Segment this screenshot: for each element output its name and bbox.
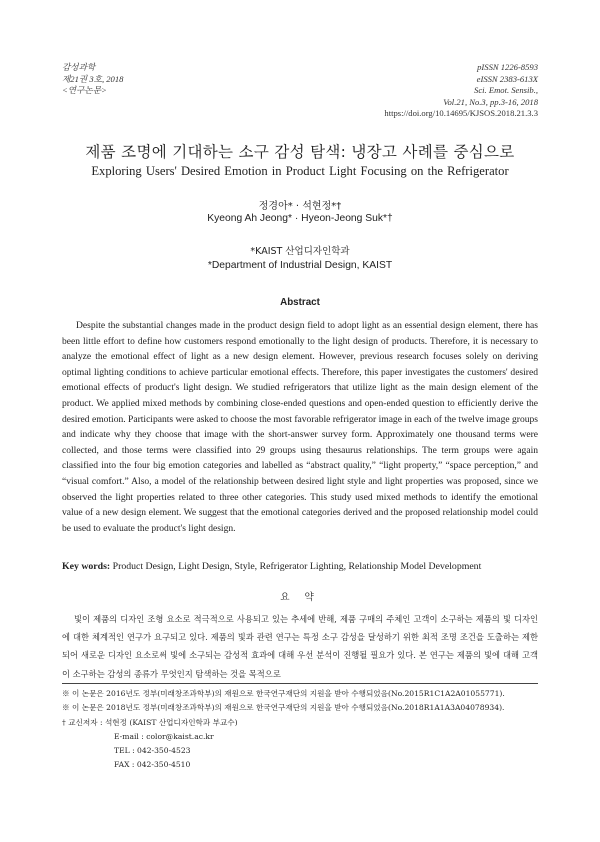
journal-volume-en: Vol.21, No.3, pp.3-16, 2018 bbox=[443, 96, 538, 107]
affiliation-english: *Department of Industrial Design, KAIST bbox=[207, 260, 393, 271]
authors-english: Kyeong Ah Jeong* · Hyeon-Jeong Suk*† bbox=[207, 213, 393, 224]
funding-note-2: ※ 이 논문은 2018년도 정부(미래창조과학부)의 재원으로 한국연구재단의 지원을 받아 수행되었음(No.2018R1A1A3A04078934). bbox=[62, 703, 505, 713]
abstract-text: Despite the substantial changes made in the product design field to adopt light as an essential design element, there has been little effort to define how customers respond emotionally to the light design of products. Therefore, it is necessary to analyze the emotional effect of light as a new design element. However, previous research focuses solely on deriving optimal lighting conditions to achieve particular emotional effects. Therefore, this paper investigates the customers' desired emotional effects of product's light design. We studied refrigerators that utilize light as the main design element of the product. We applied mixed methods by combining close-ended questions and open-ended question to efficiently derive the desired emotion. Participants were asked to choose the most favorable refrigerator image in each of the twelve image groups and indicate why they choose that image with the short-answer survey form. Approximately one thousand terms were collected, and those terms were classified into 29 groups using thesaurus relationships. The term groups were again classified into the four big emotion categories and labelled as “abstract quality,” “light property,” “space perception,” and “visual comfort.” Also, a model of the relationship between desired light style and light properties was proposed, since we observed the light properties related to three other categories. This study used mixed methods to identify the emotional value of a new design element. We suggest that the emotional categories derived and the proposed relationship model could be used to evaluate the product's light design. bbox=[62, 320, 538, 534]
journal-name-ko: 감성과학 bbox=[62, 62, 96, 72]
journal-name-en: Sci. Emot. Sensib., bbox=[474, 85, 538, 95]
footnotes bbox=[62, 687, 505, 773]
summary-text: 빛이 제품의 디자인 조형 요소로 적극적으로 사용되고 있는 추세에 반해, 제품 구매의 주체인 고객이 소구하는 제품의 빛 디자인에 대한 체계적인 연구가 요구되고 있다. 제품의 빛과 관련 연구는 특정 소구 감성을 달성하기 위한 최적 조명 조건을 도출하는 제한되어 새로운 디자인 요소로써 빛에 소구되는 감성적 효과에 대해 우선 분석이 진행될 필요가 있다. 본 연구는 제품의 빛에 대해 고객이 소구하는 감성의 종류가 무엇인지 탐색하는 것을 목적으로 bbox=[62, 614, 538, 679]
journal-info-left bbox=[62, 62, 123, 97]
corresponding-author: † 교신저자 : 석현정 (KAIST 산업디자인학과 부교수) bbox=[62, 717, 238, 727]
funding-note-1: ※ 이 논문은 2016년도 정부(미래창조과학부)의 재원으로 한국연구재단의 지원을 받아 수행되었음(No.2015R1C1A2A01055771). bbox=[62, 689, 505, 698]
journal-info-right bbox=[384, 62, 538, 120]
eissn: eISSN 2383-613X bbox=[476, 73, 538, 84]
title-korean: 제품 조명에 기대하는 소구 감성 탐색: 냉장고 사례를 중심으로 bbox=[85, 143, 515, 161]
contact-fax: FAX : 042-350-4510 bbox=[114, 760, 191, 770]
keywords bbox=[62, 561, 542, 572]
title-english: Exploring Users' Desired Emotion in Product Light Focusing on the Refrigerator bbox=[91, 164, 509, 178]
keywords-label: Key words: bbox=[62, 561, 111, 572]
article-type: <연구논문> bbox=[62, 85, 107, 95]
contact-email[interactable]: E-mail : color@kaist.ac.kr bbox=[114, 731, 214, 741]
doi-link[interactable]: https://doi.org/10.14695/KJSOS.2018.21.3.3 bbox=[384, 108, 538, 118]
footnote-divider bbox=[62, 683, 538, 684]
keywords-text: Product Design, Light Design, Style, Refrigerator Lighting, Relationship Model Development bbox=[110, 561, 482, 572]
journal-volume-ko: 제21권 3호, 2018 bbox=[62, 73, 124, 84]
summary-heading: 요 약 bbox=[280, 592, 320, 603]
affiliation-korean: *KAIST 산업디자인학과 bbox=[250, 246, 350, 257]
pissn: pISSN 1226-8593 bbox=[477, 62, 538, 72]
contact-tel: TEL : 042-350-4523 bbox=[114, 746, 191, 756]
authors-korean: 정경아* · 석현정*† bbox=[258, 201, 342, 212]
abstract-heading: Abstract bbox=[280, 297, 320, 308]
